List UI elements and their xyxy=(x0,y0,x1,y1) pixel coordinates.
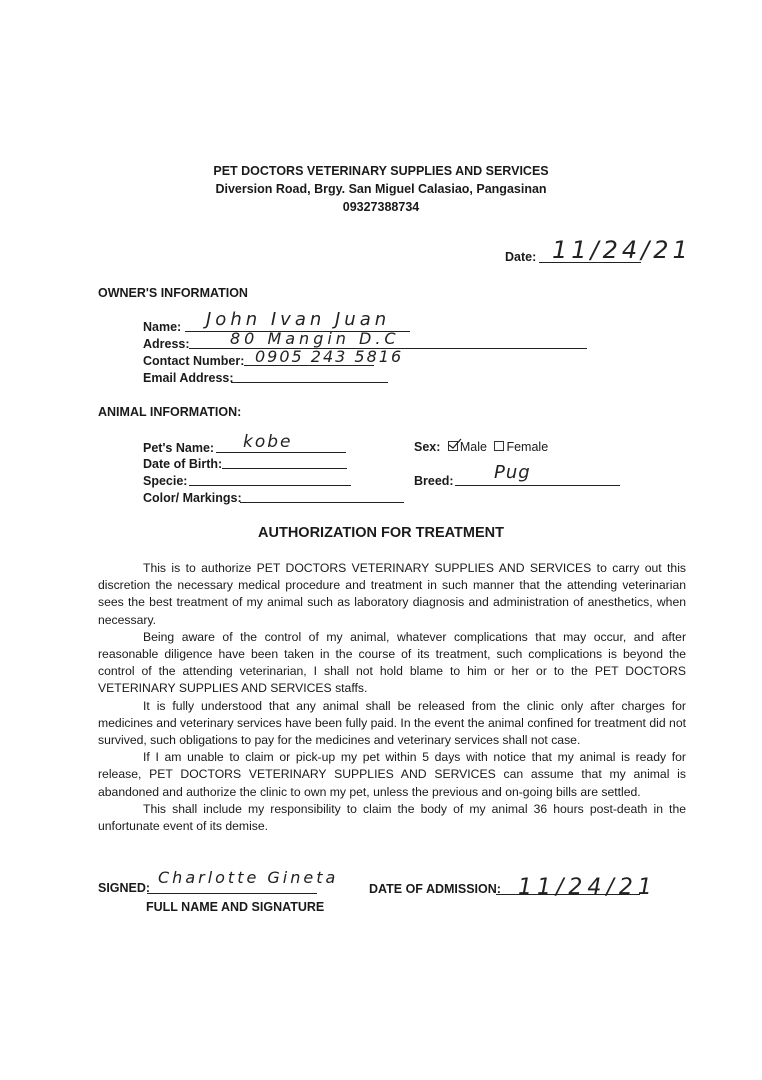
company-address: Diversion Road, Brgy. San Miguel Calasiao, Pangasinan xyxy=(215,182,547,196)
company-phone: 09327388734 xyxy=(342,200,420,214)
color-label: Color/ Markings: xyxy=(143,491,242,505)
signed-label: SIGNED: xyxy=(98,881,151,895)
owner-address-value: 80 Mangin D.C xyxy=(230,329,400,348)
pet-name-label: Pet's Name: xyxy=(143,441,215,455)
breed-line xyxy=(455,485,620,486)
pet-name-line xyxy=(216,452,346,453)
sex-male-checkbox[interactable] xyxy=(448,441,458,451)
date-handwritten xyxy=(538,214,692,270)
breed-value: Pug xyxy=(494,462,531,483)
authorization-paragraph-5: This shall include my responsibility to claim the body of my animal 36 hours post-death in the unfortunate event of its demise. xyxy=(98,801,686,834)
email-label: Email Address: xyxy=(143,371,234,385)
sex-field xyxy=(414,440,548,454)
sex-female-label: Female xyxy=(506,440,549,454)
authorization-paragraph-1: This is to authorize PET DOCTORS VETERINARY SUPPLIES AND SERVICES to carry out this discretion the necessary medical procedure and treatment in such manner that the attending veterinarian sees the best treatment of my animal such as laboratory diagnosis and administration of anesthetics, when necessary. xyxy=(98,561,686,627)
owner-name-label: Name: xyxy=(143,320,182,334)
owner-section-title: OWNER'S INFORMATION xyxy=(98,286,248,300)
signature-value: Charlotte Gineta xyxy=(158,868,339,887)
authorization-paragraph-3: It is fully understood that any animal shall be released from the clinic only after charges for medicines and veterinary services have been fully paid. In the event the animal confined for treatment did not survived, such obligations to pay for the medicines and veterinary services shall not case. xyxy=(98,698,686,748)
authorization-paragraph-2: Being aware of the control of my animal, whatever complications that may occur, and after reasonable diligence have been taken in the course of its treatment, such complications is beyond the control of the attending veterinarian, I shall not hold blame to him or her or to the PET DOCTORS VETERINARY SUPPLIES AND SERVICES staffs. xyxy=(98,629,686,696)
animal-section-title: ANIMAL INFORMATION: xyxy=(98,405,242,419)
owner-address-label: Adress: xyxy=(143,337,190,351)
signature-caption: FULL NAME AND SIGNATURE xyxy=(146,900,325,914)
pet-name-value: kobe xyxy=(243,432,293,452)
contact-number-label: Contact Number: xyxy=(143,354,245,368)
specie-line xyxy=(189,485,351,486)
dob-line xyxy=(222,468,347,469)
sex-female-checkbox[interactable] xyxy=(494,441,504,451)
color-line xyxy=(240,502,404,503)
admission-handwritten xyxy=(510,852,657,918)
sex-male-label: Male xyxy=(459,440,487,454)
date-value: 11/24/21 xyxy=(552,236,692,264)
company-name: PET DOCTORS VETERINARY SUPPLIES AND SERVICES xyxy=(213,164,549,178)
sex-label: Sex: xyxy=(414,440,441,454)
contact-number-value: 0905 243 5816 xyxy=(255,347,404,366)
date-label: Date: xyxy=(505,250,537,264)
email-line xyxy=(231,382,388,383)
specie-label: Specie: xyxy=(143,474,188,488)
dob-label: Date of Birth: xyxy=(143,457,223,471)
breed-label: Breed: xyxy=(414,474,454,488)
signature-line xyxy=(147,893,317,894)
admission-label: DATE OF ADMISSION: xyxy=(369,882,501,896)
authorization-body xyxy=(98,560,686,835)
check-mark-icon xyxy=(448,438,462,450)
authorization-title: AUTHORIZATION FOR TREATMENT xyxy=(258,525,504,541)
admission-value: 11/24/21 xyxy=(518,875,657,900)
authorization-paragraph-4: If I am unable to claim or pick-up my pet within 5 days with notice that my animal is ready for release, PET DOCTORS VETERINARY SUPPLIES AND SERVICES can assume that my animal is abandoned and authorize the clinic to own my pet, unless the previous and on-going bills are settled. xyxy=(98,750,686,799)
owner-name-value: John Ivan Juan xyxy=(206,309,391,330)
